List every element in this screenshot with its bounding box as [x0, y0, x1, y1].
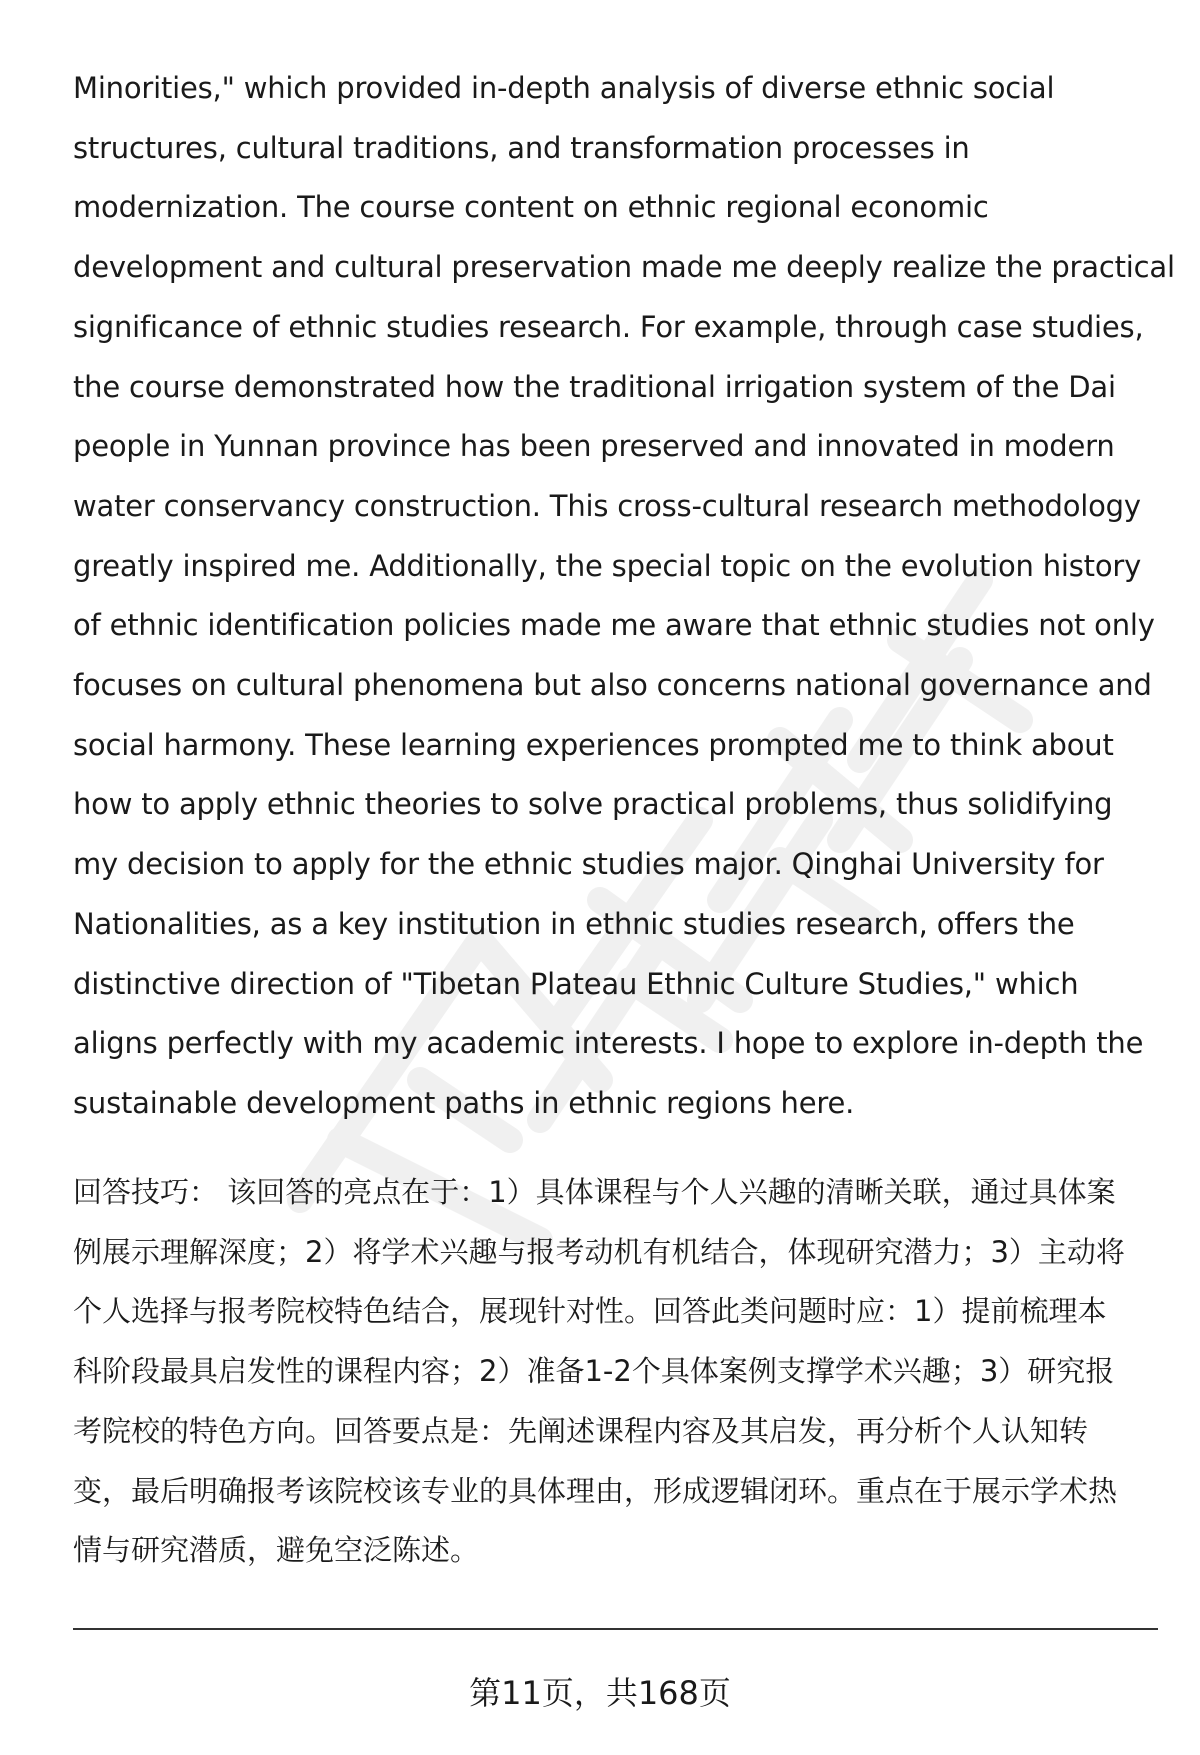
answer-line: focuses on cultural phenomena but also concerns national governance and: [73, 668, 1152, 703]
answer-line: distinctive direction of "Tibetan Plateau Ethnic Culture Studies," which: [73, 966, 1079, 1001]
answer-line: greatly inspired me. Additionally, the special topic on the evolution history: [73, 548, 1142, 583]
answer-line: modernization. The course content on ethnic regional economic: [73, 190, 989, 225]
answer-line: Minorities," which provided in-depth analysis of diverse ethnic social: [73, 71, 1055, 105]
answer-line: the course demonstrated how the traditional irrigation system of the Dai: [73, 369, 1116, 404]
answer-line: sustainable development paths in ethnic regions here.: [73, 1085, 855, 1120]
answer-line: significance of ethnic studies research. For example, through case studies,: [73, 309, 1144, 344]
answer-line: my decision to apply for the ethnic studies major. Qinghai University for: [73, 847, 1104, 882]
answer-line: social harmony. These learning experiences prompted me to think about: [73, 727, 1114, 762]
answer-line: how to apply ethnic theories to solve practical problems, thus solidifying: [73, 787, 1113, 822]
tips-line: 科阶段最具启发性的课程内容；2）准备1-2个具体案例支撑学术兴趣；3）研究报: [73, 1354, 1115, 1389]
tips-line: 例展示理解深度；2）将学术兴趣与报考动机有机结合，体现研究潜力；3）主动将: [73, 1234, 1125, 1269]
tips-line: 个人选择与报考院校特色结合，展现针对性。回答此类问题时应：1）提前梳理本: [73, 1294, 1107, 1329]
tips-line: 情与研究潜质，避免空泛陈述。: [73, 1533, 480, 1568]
answer-line: development and cultural preservation made me deeply realize the practical: [73, 250, 1175, 285]
answer-line: of ethnic identification policies made me aware that ethnic studies not only: [73, 608, 1155, 643]
answer-line: structures, cultural traditions, and transformation processes in: [73, 130, 970, 165]
answer-tips-paragraph: [73, 1163, 1163, 1581]
page-number: 第11页，共168页: [469, 1674, 731, 1712]
tips-line: 考院校的特色方向。回答要点是：先阐述课程内容及其启发，再分析个人认知转: [73, 1413, 1089, 1448]
tips-line: 变，最后明确报考该院校该专业的具体理由，形成逻辑闭环。重点在于展示学术热: [73, 1473, 1118, 1508]
tips-line: 回答技巧： 该回答的亮点在于：1）具体课程与个人兴趣的清晰关联，通过具体案: [73, 1175, 1116, 1209]
answer-line: aligns perfectly with my academic interests. I hope to explore in-depth the: [73, 1026, 1144, 1061]
answer-line: water conservancy construction. This cross-cultural research methodology: [73, 488, 1141, 523]
footer-divider: [73, 1628, 1158, 1630]
answer-line: Nationalities, as a key institution in ethnic studies research, offers the: [73, 906, 1075, 941]
answer-body-paragraph: [73, 59, 1175, 1134]
answer-line: people in Yunnan province has been preserved and innovated in modern: [73, 429, 1115, 464]
